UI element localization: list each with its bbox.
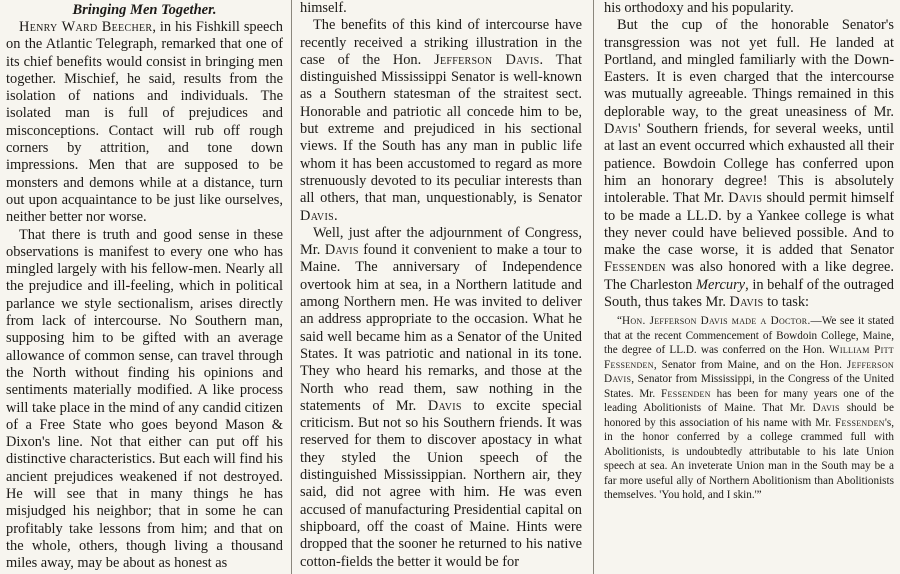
person-name: Davis xyxy=(427,397,462,414)
paragraph: Well, just after the adjournment of Congress, Mr. Davis found it convenient to make a tour to Maine. The anniversary of Independence overtook him at sea, in a Northern latitude and among Northern men. He was invited to deliver an address appropriate to the occasion. What he said well became him as a Senator of the United States. It was patriotic and national in its tone. They who heard his remarks, and those at the North who read them, saw nothing in the statements of Mr. Davis to excite special criticism. But not so his Southern friends. It was reserved for them to discover apostacy in what they styled the Union speech of the distinguished Mississippian. Northern air, they said, did not agree with him. He was even accused of manufacturing Presidential capital on shipboard, off the coast of Maine. Hints were dropped that the sooner he returned to his native cotton-fields the better it would be for xyxy=(300,224,582,570)
person-name: William Pitt Fessenden xyxy=(604,344,894,371)
paragraph-continued: himself. xyxy=(300,0,347,16)
column-rule xyxy=(291,0,292,574)
column-1 xyxy=(6,0,283,574)
column-2 xyxy=(300,0,582,574)
paragraph: That there is truth and good sense in these observations is manifest to every one who has mingled largely with his fellow-men. Nearly all the prejudice and ill-feeling, which in political parlance we style sectionalism, arises directly from lack of intercourse. No Southern man, supposing him to be gifted with an average allowance of common sense, can travel through the North without finding his opinions and sentiments materially modified. A like process will take place in the mind of any candid citizen of a Free State who goes beyond Mason & Dixon's line. Not that either can put off his distinctive characteristics. But each will find his ancient prejudices weakened if not destroyed. He will see that in many things he has misjudged his neighbor; that in some he can profitably take lessons from him; and that on the whole, others, though living a thousand miles away, may be about as honest as xyxy=(6,226,283,572)
person-name: Davis xyxy=(812,402,840,415)
person-name: Jefferson Davis xyxy=(604,358,894,386)
newspaper-name: Mercury xyxy=(696,276,746,293)
person-name: Davis xyxy=(728,190,763,207)
person-name: Davis xyxy=(604,121,638,138)
column-3 xyxy=(604,0,894,574)
person-name: Davis xyxy=(324,242,359,259)
quote-heading: Hon. Jefferson Davis made a Doctor. xyxy=(621,315,811,328)
paragraph: But the cup of the honorable Senator's transgression was not yet full. He landed at Portland, and mingled familiarly with the Down-Easters. It is even charged that the intercourse was mutually agreeable. Things remained in this deplorable way, to the great uneasiness of Mr. Davis' Southern friends, for several weeks, until at last an event occurred which exhausted all their patience. Bowdoin College has conferred upon him an honorary degree! This is absolutely intolerable. That Mr. Davis should permit himself to be made a LL.D. by a Yankee college is what they never could have believed possible. And to make the case worse, it is added that Senator Fessenden was also honored with a like degree. The Charleston Mercury, in behalf of the outraged South, thus takes Mr. Davis to task: xyxy=(604,17,894,311)
block-quote: “Hon. Jefferson Davis made a Doctor.—We see it stated that at the recent Commencement of Bowdoin College, Maine, the degree of LL.D. was conferred on the Hon. William Pitt Fessenden, Senator from Maine, and on the Hon. Jefferson Davis, Senator from Mississippi, in the Congress of the United States. Mr. Fessenden has been for many years one of the leading Abolitionists of Maine. That Mr. Davis should be honored by this association of his name with Mr. Fessenden's, in the honor conferred by a college crammed full with Abolitionists, is undoubtedly attributable to his late Union speech at sea. An inveterate Union man in the South may be a far more useful ally of Northern Abolitionism than Abolitionists themselves. 'You hold, and I skin.'” xyxy=(604,315,894,502)
person-name: Jefferson Davis xyxy=(434,51,540,68)
person-name: Davis xyxy=(729,294,764,311)
paragraph: Henry Ward Beecher, in his Fishkill speech on the Atlantic Telegraph, remarked that one of its chief benefits would consist in bringing men together. Mischief, he said, results from the isolation of nations and individuals. The isolated man is full of prejudices and misconceptions. Contact will rub off rough corners by attrition, and tone down impressions. Men that are supposed to be monsters and demons while at a distance, turn out upon acquaintance to be just like ourselves, neither better nor worse. xyxy=(6,19,283,226)
paragraph-continued: his orthodoxy and his popularity. xyxy=(604,0,794,16)
person-name: Davis xyxy=(300,207,334,224)
person-name: Fessenden xyxy=(604,259,666,276)
person-name: Fessenden xyxy=(835,416,885,429)
lead-name: Henry Ward Beecher xyxy=(19,19,153,35)
column-rule xyxy=(593,0,594,574)
paragraph: The benefits of this kind of intercourse have recently received a striking illustration in the case of the Hon. Jefferson Davis. That distinguished Mississippi Senator is well-known as a Southern statesman of the straitest sect. Honorable and patriotic all concede him to be, but extreme and prejudiced in his sectional views. If the South has any man in public life whom it has been accustomed to regard as more strenuously devoted to its peculiar interests than all others, that man, unquestionably, is Senator Davis. xyxy=(300,17,582,224)
person-name: Fessenden xyxy=(661,387,711,400)
article-title: Bringing Men Together. xyxy=(72,2,217,18)
